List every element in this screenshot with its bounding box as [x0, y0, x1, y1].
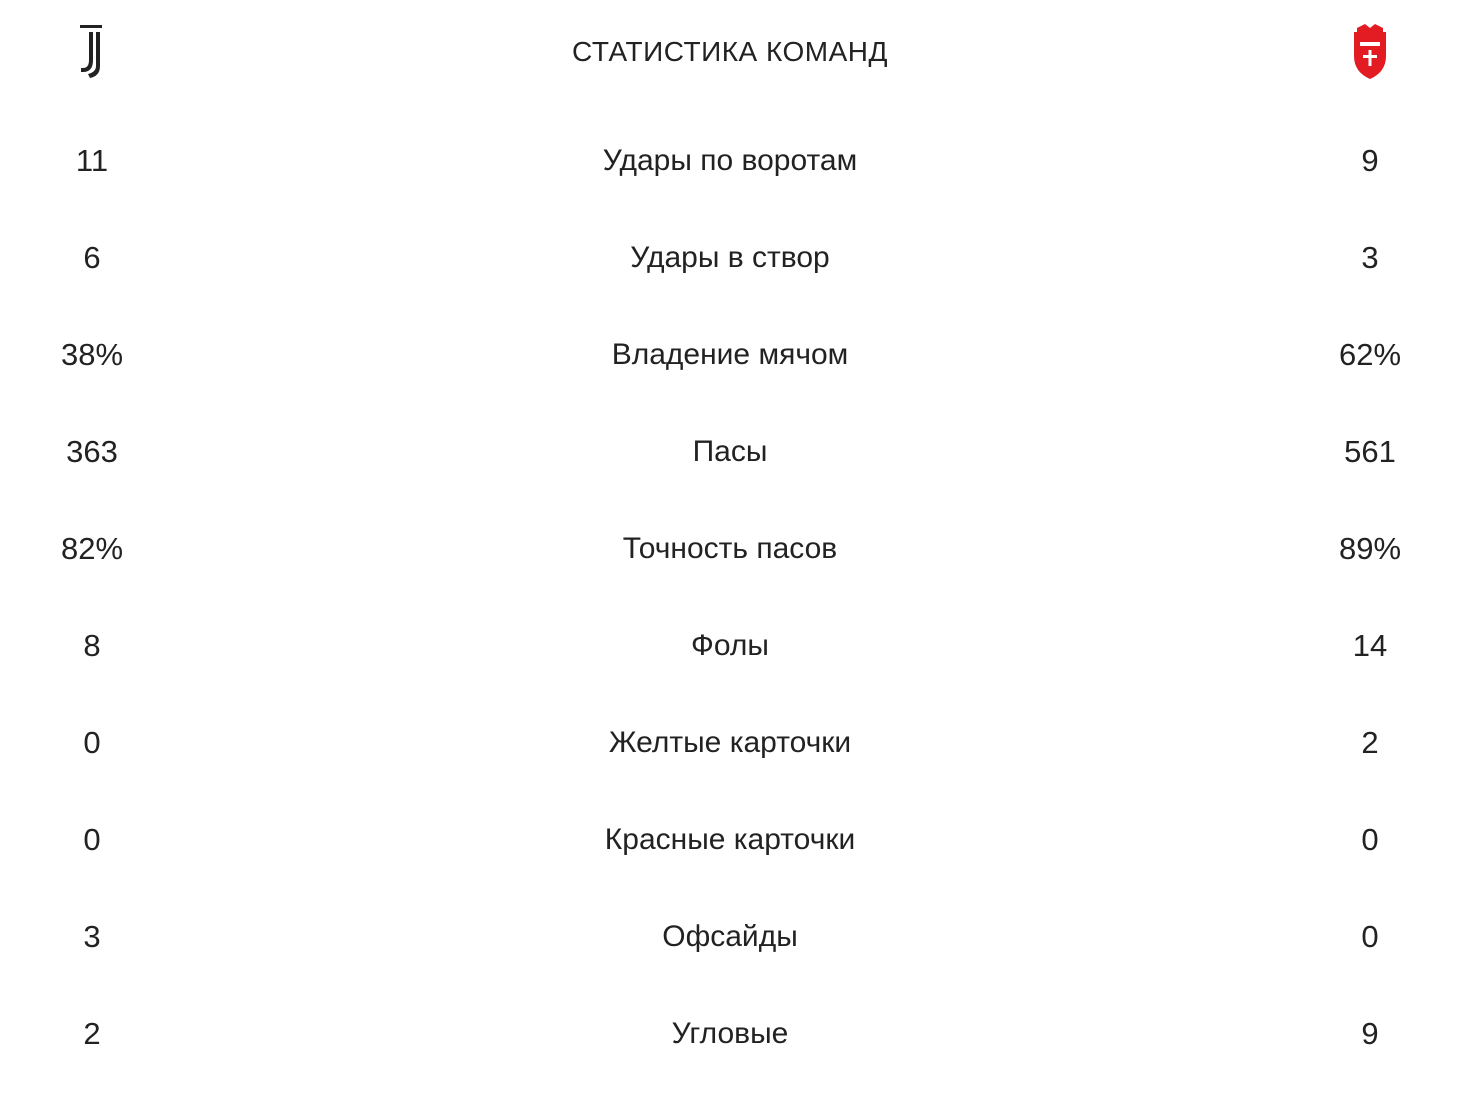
away-possession-value: 62%	[1338, 337, 1402, 372]
stats-header	[0, 22, 1460, 82]
home-fouls-value: 8	[83, 628, 101, 663]
stat-row-pass-accuracy	[0, 519, 1460, 579]
home-offsides-value: 3	[83, 919, 101, 954]
home-shots-value: 11	[75, 143, 109, 178]
away-fouls-value: 14	[1352, 628, 1388, 663]
offsides-label: Офсайды	[662, 920, 798, 953]
home-yellow-cards-value: 0	[83, 725, 101, 760]
passes-label: Пасы	[692, 435, 768, 468]
away-shots-value: 9	[1361, 143, 1379, 178]
stat-row-offsides	[0, 907, 1460, 967]
away-yellow-cards-value: 2	[1361, 725, 1379, 760]
away-offsides-value: 0	[1361, 919, 1379, 954]
stat-row-possession	[0, 325, 1460, 385]
home-passes-value: 363	[66, 434, 118, 469]
away-shots-on-target-value: 3	[1361, 240, 1379, 275]
home-team-logo	[32, 22, 152, 82]
yellow-cards-label: Желтые карточки	[608, 726, 852, 759]
home-corners-value: 2	[83, 1016, 101, 1051]
shots-on-target-label: Удары в створ	[630, 241, 830, 274]
stat-row-red-cards	[0, 810, 1460, 870]
home-shots-on-target-value: 6	[83, 240, 101, 275]
corners-label: Угловые	[671, 1017, 789, 1050]
home-red-cards-value: 0	[83, 822, 101, 857]
fouls-label: Фолы	[691, 629, 769, 662]
away-corners-value: 9	[1361, 1016, 1379, 1051]
away-team-logo	[1310, 22, 1430, 82]
shots-label: Удары по воротам	[602, 144, 858, 177]
stat-row-passes	[0, 422, 1460, 482]
away-passes-value: 561	[1344, 434, 1396, 469]
monza-crest-icon	[1348, 22, 1392, 82]
home-possession-value: 38%	[60, 337, 124, 372]
stat-row-shots-on-target	[0, 228, 1460, 288]
stat-row-fouls	[0, 616, 1460, 676]
home-pass-accuracy-value: 82%	[60, 531, 124, 566]
away-red-cards-value: 0	[1361, 822, 1379, 857]
possession-label: Владение мячом	[611, 338, 849, 371]
pass-accuracy-label: Точность пасов	[622, 532, 838, 565]
red-cards-label: Красные карточки	[604, 823, 856, 856]
stat-row-corners	[0, 1004, 1460, 1064]
stat-row-shots	[0, 131, 1460, 191]
stats-title: СТАТИСТИКА КОМАНД	[572, 36, 888, 67]
juventus-logo-icon	[72, 22, 112, 82]
away-pass-accuracy-value: 89%	[1338, 531, 1402, 566]
stat-row-yellow-cards	[0, 713, 1460, 773]
